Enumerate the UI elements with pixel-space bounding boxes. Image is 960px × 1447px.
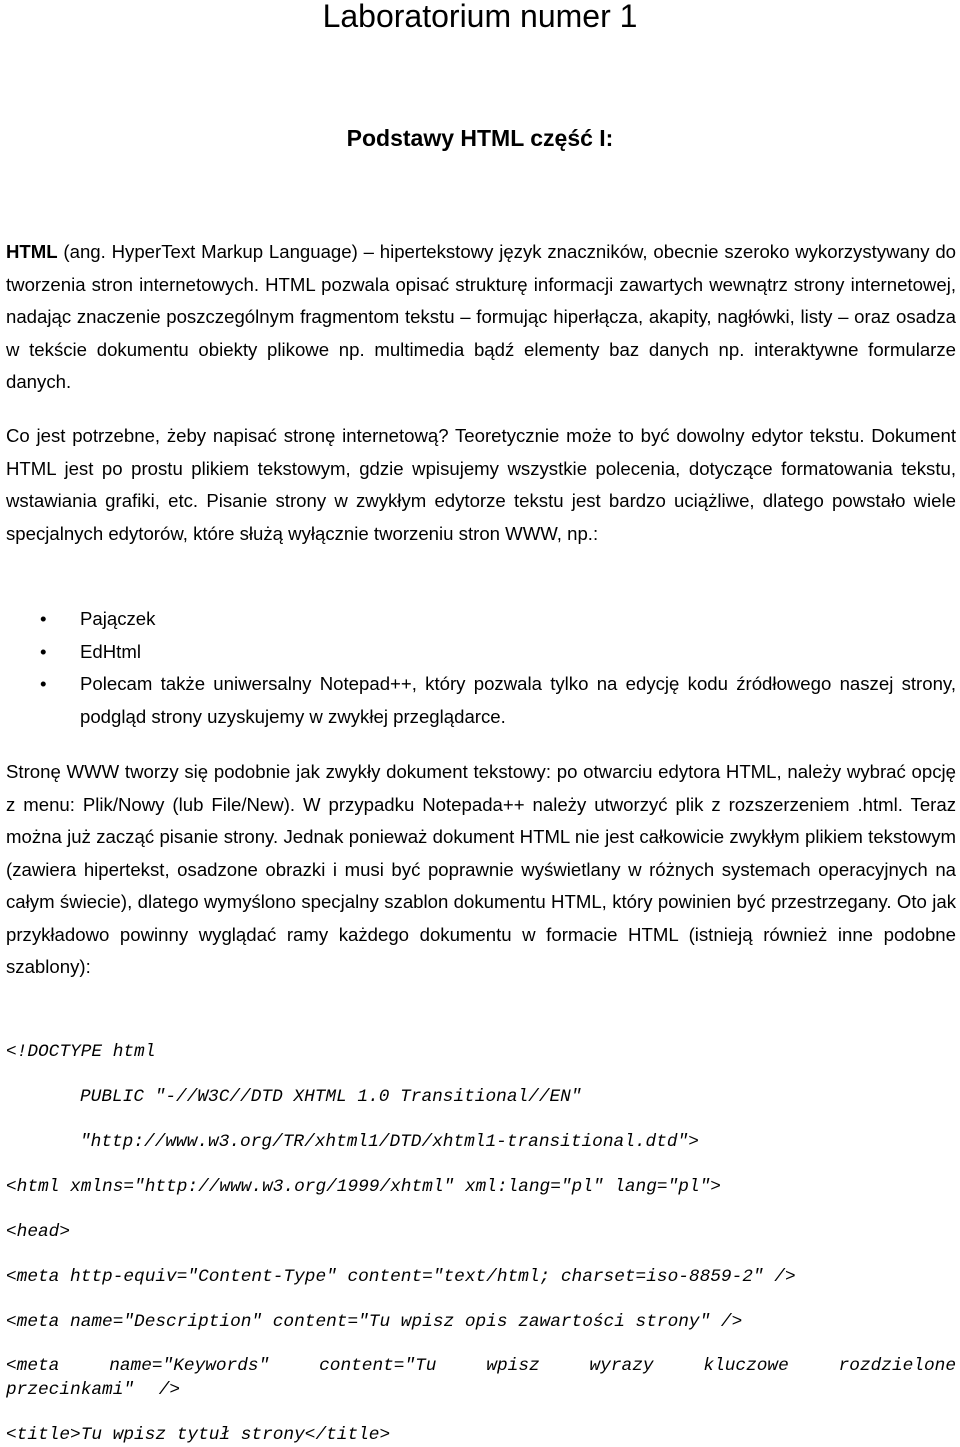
bullet-icon: • bbox=[40, 673, 47, 694]
code-line-public: PUBLIC "-//W3C//DTD XHTML 1.0 Transitional//EN" bbox=[80, 1087, 582, 1107]
intro-paragraph-text: (ang. HyperText Markup Language) – hipertekstowy język znaczników, obecnie szeroko wykorzystywany do tworzenia stron internetowych. HTML pozwala opisać strukturę informacji zawartych wewnątrz strony internetowej, nadając znaczenie poszczególnym fragmentom tekstu – formując hiperłącza, akapity, nagłówki, listy – oraz osadza w tekście dokumentu obiekty plikowe np. multimedia bądź elementy baz danych np. interaktywne formularze danych. bbox=[6, 241, 956, 392]
editors-paragraph: Co jest potrzebne, żeby napisać stronę internetową? Teoretycznie może to być dowolny edytor tekstu. Dokument HTML jest po prostu plikiem tekstowym, gdzie wpisujemy wszystkie polecenia, dotyczące formatowania tekstu, wstawiania grafiki, etc. Pisanie strony w zwykłym edytorze tekstu jest bardzo uciążliwe, dlatego powstało wiele specjalnych edytorów, które służą wyłącznie tworzeniu stron WWW, np.: bbox=[6, 425, 956, 544]
list-item bbox=[0, 636, 956, 669]
code-line-head: <head> bbox=[6, 1222, 71, 1242]
list-item-text: EdHtml bbox=[80, 640, 141, 662]
code-line-meta-description: <meta name="Description" content="Tu wpisz opis zawartości strony" /> bbox=[6, 1312, 743, 1332]
document-title: Laboratorium numer 1 bbox=[322, 0, 638, 34]
code-line-meta-content-type: <meta http-equiv="Content-Type" content="text/html; charset=iso-8859-2" /> bbox=[6, 1267, 796, 1287]
code-line-doctype: <!DOCTYPE html bbox=[6, 1042, 156, 1062]
editor-list bbox=[0, 603, 960, 733]
list-item bbox=[0, 603, 956, 636]
intro-paragraph bbox=[6, 236, 956, 399]
code-line-html: <html xmlns="http://www.w3.org/1999/xhtml" xml:lang="pl" lang="pl"> bbox=[6, 1177, 721, 1197]
bullet-icon: • bbox=[40, 608, 47, 629]
list-item-text: Polecam także uniwersalny Notepad++, który pozwala tylko na edycję kodu źródłowego naszej strony, podgląd strony uzyskujemy w zwykłej przeglądarce. bbox=[80, 673, 956, 727]
code-line-title: <title>Tu wpisz tytuł strony</title> bbox=[6, 1425, 391, 1445]
code-line-meta-keywords: <meta name="Keywords" content="Tu wpisz wyrazy kluczowe rozdzielone przecinkami" /> bbox=[6, 1356, 956, 1400]
section-subtitle: Podstawy HTML część I: bbox=[346, 125, 614, 151]
html-term: HTML bbox=[6, 241, 58, 262]
code-line-dtd-url: "http://www.w3.org/TR/xhtml1/DTD/xhtml1-transitional.dtd"> bbox=[80, 1132, 699, 1152]
list-item bbox=[0, 668, 956, 733]
template-paragraph: Stronę WWW tworzy się podobnie jak zwykły dokument tekstowy: po otwarciu edytora HTML, należy wybrać opcję z menu: Plik/Nowy (lub File/New). W przypadku Notepada++ należy utworzyć plik z rozszerzeniem .html. Teraz można już zacząć pisanie strony. Jednak ponieważ dokument HTML nie jest całkowicie zwykłym plikiem tekstowym (zawiera hipertekst, osadzone obrazki i musi być poprawnie wyświetlany w różnych systemach operacyjnych na całym świecie), dlatego wymyślono specjalny szablon dokumentu HTML, który powinien być przestrzegany. Oto jak przykładowo powinny wyglądać ramy każdego dokumentu w formacie HTML (istnieją również inne podobne szablony): bbox=[6, 761, 956, 977]
list-item-text: Pajączek bbox=[80, 608, 156, 629]
bullet-icon: • bbox=[40, 640, 47, 662]
